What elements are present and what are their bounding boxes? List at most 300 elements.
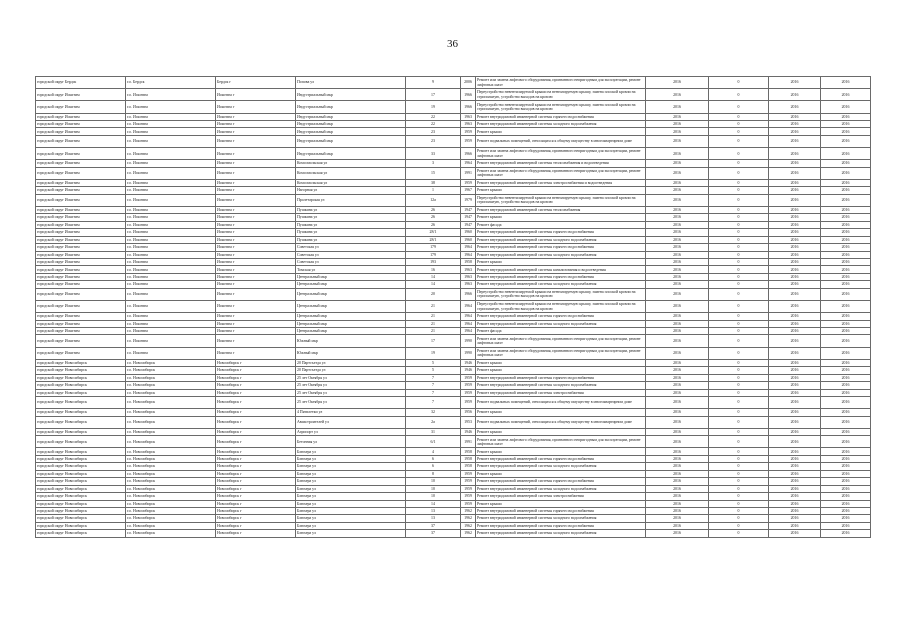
- end-year-cell: 2016: [821, 101, 871, 113]
- start-year-cell: 2016: [769, 367, 821, 374]
- table-row: [36, 389, 871, 396]
- settlement-cell: г.о. Новосибирск: [126, 500, 216, 507]
- municipality-cell: городской округ Искитим: [36, 194, 126, 206]
- work-type-cell: Ремонт крыши: [476, 128, 646, 135]
- work-type-cell: Ремонт крыши: [476, 259, 646, 266]
- house-number-cell: 179: [406, 244, 461, 251]
- plan-year-cell: 2016: [646, 493, 709, 500]
- municipality-cell: городской округ Новосибирск: [36, 409, 126, 416]
- table-row: [36, 194, 871, 206]
- start-year-cell: 2016: [769, 273, 821, 280]
- value-cell: 0: [709, 187, 769, 194]
- end-year-cell: 2016: [821, 367, 871, 374]
- municipality-cell: городской округ Искитим: [36, 266, 126, 273]
- end-year-cell: 2016: [821, 470, 871, 477]
- end-year-cell: 2016: [821, 320, 871, 327]
- build-year-cell: 1964: [461, 244, 476, 251]
- table-row: [36, 273, 871, 280]
- settlement-cell: г.о. Искитим: [126, 251, 216, 258]
- table-row: [36, 507, 871, 514]
- build-year-cell: 1963: [461, 113, 476, 120]
- table-row: [36, 128, 871, 135]
- house-number-cell: 8: [406, 470, 461, 477]
- house-number-cell: 7: [406, 382, 461, 389]
- plan-year-cell: 2016: [646, 160, 709, 167]
- build-year-cell: 1964: [461, 313, 476, 320]
- end-year-cell: 2016: [821, 335, 871, 347]
- settlement-cell: г.о. Искитим: [126, 128, 216, 135]
- table-row: [36, 266, 871, 273]
- value-cell: 0: [709, 167, 769, 179]
- settlement-cell: г.о. Искитим: [126, 187, 216, 194]
- settlement-cell: г.о. Искитим: [126, 121, 216, 128]
- value-cell: 0: [709, 335, 769, 347]
- city-cell: Новосибирск г: [216, 530, 296, 537]
- end-year-cell: 2016: [821, 382, 871, 389]
- start-year-cell: 2016: [769, 530, 821, 537]
- municipality-cell: городской округ Искитим: [36, 328, 126, 335]
- street-cell: Центральный мкр: [296, 281, 406, 288]
- start-year-cell: 2016: [769, 77, 821, 89]
- municipality-cell: городской округ Новосибирск: [36, 522, 126, 529]
- page-number: 36: [447, 38, 458, 50]
- house-number-cell: 1: [406, 187, 461, 194]
- plan-year-cell: 2016: [646, 500, 709, 507]
- municipality-cell: городской округ Новосибирск: [36, 493, 126, 500]
- table-row: [36, 288, 871, 300]
- value-cell: 0: [709, 397, 769, 409]
- municipality-cell: городской округ Новосибирск: [36, 436, 126, 448]
- build-year-cell: 1946: [461, 428, 476, 435]
- municipality-cell: городской округ Новосибирск: [36, 507, 126, 514]
- city-cell: Искитим г: [216, 281, 296, 288]
- plan-year-cell: 2016: [646, 478, 709, 485]
- work-type-cell: Переустройство невентилируемой крыши на вентилируемую крышу, замена плоской кровли на стропильную, устройство выходов на кровлю: [476, 89, 646, 101]
- end-year-cell: 2016: [821, 448, 871, 455]
- start-year-cell: 2016: [769, 101, 821, 113]
- settlement-cell: г.о. Искитим: [126, 320, 216, 327]
- value-cell: 0: [709, 374, 769, 381]
- house-number-cell: 21: [406, 300, 461, 312]
- table-row: [36, 470, 871, 477]
- plan-year-cell: 2016: [646, 409, 709, 416]
- settlement-cell: г.о. Искитим: [126, 273, 216, 280]
- settlement-cell: г.о. Искитим: [126, 206, 216, 213]
- end-year-cell: 2016: [821, 244, 871, 251]
- city-cell: Искитим г: [216, 135, 296, 147]
- build-year-cell: 1964: [461, 328, 476, 335]
- house-number-cell: 22: [406, 113, 461, 120]
- value-cell: 0: [709, 214, 769, 221]
- end-year-cell: 2016: [821, 214, 871, 221]
- build-year-cell: 1963: [461, 121, 476, 128]
- house-number-cell: 31: [406, 428, 461, 435]
- settlement-cell: г.о. Искитим: [126, 266, 216, 273]
- settlement-cell: г.о. Новосибирск: [126, 463, 216, 470]
- street-cell: Пушкина ул: [296, 236, 406, 243]
- end-year-cell: 2016: [821, 121, 871, 128]
- build-year-cell: 1958: [461, 455, 476, 462]
- work-type-cell: Ремонт внутридомовой инженерной системы холодного водоснабжения: [476, 281, 646, 288]
- build-year-cell: 1991: [461, 167, 476, 179]
- work-type-cell: Ремонт или замена лифтового оборудования, признанного непригодным для эксплуатации, ремонт лифтовых шахт: [476, 77, 646, 89]
- city-cell: Искитим г: [216, 347, 296, 359]
- city-cell: Новосибирск г: [216, 397, 296, 409]
- start-year-cell: 2016: [769, 288, 821, 300]
- plan-year-cell: 2016: [646, 328, 709, 335]
- municipality-cell: городской округ Новосибирск: [36, 367, 126, 374]
- municipality-cell: городской округ Искитим: [36, 167, 126, 179]
- start-year-cell: 2016: [769, 179, 821, 186]
- work-type-cell: Ремонт крыши: [476, 448, 646, 455]
- build-year-cell: 1990: [461, 347, 476, 359]
- municipality-cell: городской округ Искитим: [36, 135, 126, 147]
- city-cell: Новосибирск г: [216, 470, 296, 477]
- build-year-cell: 1962: [461, 515, 476, 522]
- street-cell: Блюхера ул: [296, 463, 406, 470]
- house-number-cell: 17: [406, 335, 461, 347]
- municipality-cell: городской округ Новосибирск: [36, 455, 126, 462]
- table-row: [36, 101, 871, 113]
- street-cell: 25 лет Октября ул: [296, 389, 406, 396]
- table-row: [36, 113, 871, 120]
- street-cell: Индустриальный мкр: [296, 101, 406, 113]
- start-year-cell: 2016: [769, 428, 821, 435]
- start-year-cell: 2016: [769, 128, 821, 135]
- start-year-cell: 2016: [769, 448, 821, 455]
- house-number-cell: 3: [406, 160, 461, 167]
- start-year-cell: 2016: [769, 470, 821, 477]
- build-year-cell: 1964: [461, 320, 476, 327]
- street-cell: Комсомольская ул: [296, 167, 406, 179]
- table-row: [36, 436, 871, 448]
- start-year-cell: 2016: [769, 500, 821, 507]
- build-year-cell: 1964: [461, 160, 476, 167]
- settlement-cell: г.о. Новосибирск: [126, 374, 216, 381]
- value-cell: 0: [709, 128, 769, 135]
- house-number-cell: 15: [406, 167, 461, 179]
- settlement-cell: г.о. Искитим: [126, 259, 216, 266]
- street-cell: Блюхера ул: [296, 515, 406, 522]
- value-cell: 0: [709, 409, 769, 416]
- house-number-cell: 5: [406, 359, 461, 366]
- work-type-cell: Ремонт фасада: [476, 328, 646, 335]
- house-number-cell: 6: [406, 463, 461, 470]
- municipality-cell: городской округ Искитим: [36, 187, 126, 194]
- end-year-cell: 2016: [821, 113, 871, 120]
- value-cell: 0: [709, 478, 769, 485]
- value-cell: 0: [709, 281, 769, 288]
- street-cell: 25 лет Октября ул: [296, 397, 406, 409]
- house-number-cell: 13: [406, 507, 461, 514]
- street-cell: 25 лет Октября ул: [296, 382, 406, 389]
- build-year-cell: 1966: [461, 89, 476, 101]
- end-year-cell: 2016: [821, 135, 871, 147]
- house-number-cell: 2а: [406, 416, 461, 428]
- table-row: [36, 187, 871, 194]
- build-year-cell: 1958: [461, 463, 476, 470]
- build-year-cell: 1963: [461, 281, 476, 288]
- plan-year-cell: 2016: [646, 335, 709, 347]
- street-cell: Пушкина ул: [296, 229, 406, 236]
- settlement-cell: г.о. Новосибирск: [126, 470, 216, 477]
- table-row: [36, 515, 871, 522]
- table-row: [36, 463, 871, 470]
- municipality-cell: городской округ Искитим: [36, 251, 126, 258]
- end-year-cell: 2016: [821, 77, 871, 89]
- street-cell: Пушкина ул: [296, 221, 406, 228]
- house-number-cell: 23: [406, 128, 461, 135]
- start-year-cell: 2016: [769, 229, 821, 236]
- end-year-cell: 2016: [821, 187, 871, 194]
- table-row: [36, 214, 871, 221]
- city-cell: Искитим г: [216, 101, 296, 113]
- start-year-cell: 2016: [769, 244, 821, 251]
- start-year-cell: 2016: [769, 485, 821, 492]
- table-row: [36, 397, 871, 409]
- value-cell: 0: [709, 179, 769, 186]
- value-cell: 0: [709, 313, 769, 320]
- plan-year-cell: 2016: [646, 397, 709, 409]
- settlement-cell: г.о. Искитим: [126, 160, 216, 167]
- build-year-cell: 1959: [461, 397, 476, 409]
- house-number-cell: 33: [406, 148, 461, 160]
- city-cell: Новосибирск г: [216, 448, 296, 455]
- house-number-cell: 38: [406, 179, 461, 186]
- municipality-cell: городской округ Искитим: [36, 288, 126, 300]
- end-year-cell: 2016: [821, 409, 871, 416]
- municipality-cell: городской округ Бердск: [36, 77, 126, 89]
- street-cell: Блюхера ул: [296, 448, 406, 455]
- value-cell: 0: [709, 121, 769, 128]
- street-cell: Центральный мкр: [296, 288, 406, 300]
- plan-year-cell: 2016: [646, 382, 709, 389]
- build-year-cell: 1966: [461, 288, 476, 300]
- settlement-cell: г.о. Искитим: [126, 101, 216, 113]
- start-year-cell: 2016: [769, 416, 821, 428]
- value-cell: 0: [709, 507, 769, 514]
- build-year-cell: 1960: [461, 229, 476, 236]
- street-cell: Пролетарская ул: [296, 194, 406, 206]
- value-cell: 0: [709, 470, 769, 477]
- start-year-cell: 2016: [769, 515, 821, 522]
- table-row: [36, 367, 871, 374]
- street-cell: Попова ул: [296, 77, 406, 89]
- house-number-cell: 6: [406, 455, 461, 462]
- city-cell: Новосибирск г: [216, 463, 296, 470]
- work-type-cell: Ремонт внутридомовой инженерной системы холодного водоснабжения: [476, 236, 646, 243]
- street-cell: Советская ул: [296, 251, 406, 258]
- start-year-cell: 2016: [769, 300, 821, 312]
- start-year-cell: 2016: [769, 374, 821, 381]
- work-type-cell: Ремонт подвальных помещений, относящихся к общему имуществу в многоквартирном доме: [476, 416, 646, 428]
- municipality-cell: городской округ Искитим: [36, 229, 126, 236]
- end-year-cell: 2016: [821, 485, 871, 492]
- settlement-cell: г.о. Искитим: [126, 347, 216, 359]
- work-type-cell: Ремонт крыши: [476, 214, 646, 221]
- plan-year-cell: 2016: [646, 236, 709, 243]
- plan-year-cell: 2016: [646, 113, 709, 120]
- settlement-cell: г.о. Новосибирск: [126, 522, 216, 529]
- end-year-cell: 2016: [821, 463, 871, 470]
- value-cell: 0: [709, 259, 769, 266]
- end-year-cell: 2016: [821, 148, 871, 160]
- work-type-cell: Ремонт крыши: [476, 428, 646, 435]
- end-year-cell: 2016: [821, 273, 871, 280]
- settlement-cell: г.о. Новосибирск: [126, 416, 216, 428]
- value-cell: 0: [709, 515, 769, 522]
- city-cell: Искитим г: [216, 288, 296, 300]
- value-cell: 0: [709, 101, 769, 113]
- plan-year-cell: 2016: [646, 374, 709, 381]
- end-year-cell: 2016: [821, 194, 871, 206]
- house-number-cell: 13: [406, 515, 461, 522]
- value-cell: 0: [709, 89, 769, 101]
- work-type-cell: Ремонт или замена лифтового оборудования, признанного непригодным для эксплуатации, ремонт лифтовых шахт: [476, 436, 646, 448]
- end-year-cell: 2016: [821, 328, 871, 335]
- table-row: [36, 221, 871, 228]
- municipality-cell: городской округ Искитим: [36, 128, 126, 135]
- table-row: [36, 320, 871, 327]
- build-year-cell: 1964: [461, 251, 476, 258]
- plan-year-cell: 2016: [646, 530, 709, 537]
- value-cell: 0: [709, 382, 769, 389]
- end-year-cell: 2016: [821, 266, 871, 273]
- settlement-cell: г.о. Новосибирск: [126, 409, 216, 416]
- city-cell: Искитим г: [216, 206, 296, 213]
- house-number-cell: 26: [406, 221, 461, 228]
- start-year-cell: 2016: [769, 160, 821, 167]
- work-type-cell: Ремонт подвальных помещений, относящихся к общему имуществу в многоквартирном доме: [476, 135, 646, 147]
- value-cell: 0: [709, 347, 769, 359]
- plan-year-cell: 2016: [646, 194, 709, 206]
- municipality-cell: городской округ Искитим: [36, 273, 126, 280]
- settlement-cell: г.о. Искитим: [126, 194, 216, 206]
- settlement-cell: г.о. Новосибирск: [126, 478, 216, 485]
- street-cell: Центральный мкр: [296, 313, 406, 320]
- table-body: [36, 77, 871, 538]
- build-year-cell: 1946: [461, 367, 476, 374]
- work-type-cell: Переустройство невентилируемой крыши на вентилируемую крышу, замена плоской кровли на стропильную, устройство выходов на кровлю: [476, 194, 646, 206]
- city-cell: Новосибирск г: [216, 455, 296, 462]
- city-cell: Новосибирск г: [216, 374, 296, 381]
- table-row: [36, 522, 871, 529]
- city-cell: Бердск г: [216, 77, 296, 89]
- municipality-cell: городской округ Новосибирск: [36, 485, 126, 492]
- street-cell: Блюхера ул: [296, 478, 406, 485]
- table-row: [36, 455, 871, 462]
- municipality-cell: городской округ Новосибирск: [36, 470, 126, 477]
- city-cell: Искитим г: [216, 89, 296, 101]
- table-row: [36, 374, 871, 381]
- municipality-cell: городской округ Искитим: [36, 335, 126, 347]
- build-year-cell: 1947: [461, 221, 476, 228]
- street-cell: 4 Пятилетки ул: [296, 409, 406, 416]
- table-row: [36, 167, 871, 179]
- value-cell: 0: [709, 428, 769, 435]
- plan-year-cell: 2016: [646, 135, 709, 147]
- street-cell: Блюхера ул: [296, 522, 406, 529]
- settlement-cell: г.о. Искитим: [126, 335, 216, 347]
- settlement-cell: г.о. Искитим: [126, 179, 216, 186]
- start-year-cell: 2016: [769, 121, 821, 128]
- end-year-cell: 2016: [821, 128, 871, 135]
- municipality-cell: городской округ Новосибирск: [36, 530, 126, 537]
- table-row: [36, 259, 871, 266]
- city-cell: Искитим г: [216, 179, 296, 186]
- city-cell: Новосибирск г: [216, 515, 296, 522]
- city-cell: Искитим г: [216, 236, 296, 243]
- end-year-cell: 2016: [821, 160, 871, 167]
- start-year-cell: 2016: [769, 507, 821, 514]
- street-cell: Центральный мкр: [296, 328, 406, 335]
- house-number-cell: 9: [406, 77, 461, 89]
- municipality-cell: городской округ Искитим: [36, 206, 126, 213]
- settlement-cell: г.о. Новосибирск: [126, 455, 216, 462]
- start-year-cell: 2016: [769, 320, 821, 327]
- house-number-cell: 22: [406, 121, 461, 128]
- value-cell: 0: [709, 135, 769, 147]
- value-cell: 0: [709, 500, 769, 507]
- start-year-cell: 2016: [769, 214, 821, 221]
- work-type-cell: Ремонт внутридомовой инженерной системы горячего водоснабжения: [476, 313, 646, 320]
- municipality-cell: городской округ Искитим: [36, 160, 126, 167]
- municipality-cell: городской округ Новосибирск: [36, 359, 126, 366]
- work-type-cell: Ремонт крыши: [476, 500, 646, 507]
- work-type-cell: Ремонт внутридомовой инженерной системы холодного водоснабжения: [476, 251, 646, 258]
- work-type-cell: Ремонт внутридомовой инженерной системы горячего водоснабжения: [476, 522, 646, 529]
- municipality-cell: городской округ Искитим: [36, 148, 126, 160]
- build-year-cell: 1959: [461, 135, 476, 147]
- plan-year-cell: 2016: [646, 448, 709, 455]
- settlement-cell: г.о. Новосибирск: [126, 367, 216, 374]
- settlement-cell: г.о. Искитим: [126, 148, 216, 160]
- city-cell: Новосибирск г: [216, 416, 296, 428]
- start-year-cell: 2016: [769, 187, 821, 194]
- street-cell: Пушкина ул: [296, 214, 406, 221]
- street-cell: 20 Партсъезда ул: [296, 359, 406, 366]
- house-number-cell: 10: [406, 493, 461, 500]
- plan-year-cell: 2016: [646, 244, 709, 251]
- house-number-cell: 10: [406, 485, 461, 492]
- municipality-cell: городской округ Искитим: [36, 179, 126, 186]
- plan-year-cell: 2016: [646, 101, 709, 113]
- street-cell: Индустриальный мкр: [296, 148, 406, 160]
- end-year-cell: 2016: [821, 313, 871, 320]
- end-year-cell: 2016: [821, 281, 871, 288]
- start-year-cell: 2016: [769, 328, 821, 335]
- start-year-cell: 2016: [769, 148, 821, 160]
- street-cell: Комсомольская ул: [296, 160, 406, 167]
- work-type-cell: Ремонт внутридомовой инженерной системы электроснабжения и водоотведения: [476, 179, 646, 186]
- city-cell: Искитим г: [216, 259, 296, 266]
- city-cell: Искитим г: [216, 229, 296, 236]
- municipality-cell: городской округ Искитим: [36, 347, 126, 359]
- value-cell: 0: [709, 77, 769, 89]
- municipality-cell: городской округ Искитим: [36, 113, 126, 120]
- work-type-cell: Переустройство невентилируемой крыши на вентилируемую крышу, замена плоской кровли на стропильную, устройство выходов на кровлю: [476, 300, 646, 312]
- house-number-cell: 16: [406, 266, 461, 273]
- end-year-cell: 2016: [821, 493, 871, 500]
- plan-year-cell: 2016: [646, 300, 709, 312]
- plan-year-cell: 2016: [646, 206, 709, 213]
- end-year-cell: 2016: [821, 374, 871, 381]
- value-cell: 0: [709, 455, 769, 462]
- house-number-cell: 37: [406, 522, 461, 529]
- street-cell: Советская ул: [296, 259, 406, 266]
- work-type-cell: Ремонт внутридомовой инженерной системы электроснабжения: [476, 493, 646, 500]
- municipality-cell: городской округ Искитим: [36, 221, 126, 228]
